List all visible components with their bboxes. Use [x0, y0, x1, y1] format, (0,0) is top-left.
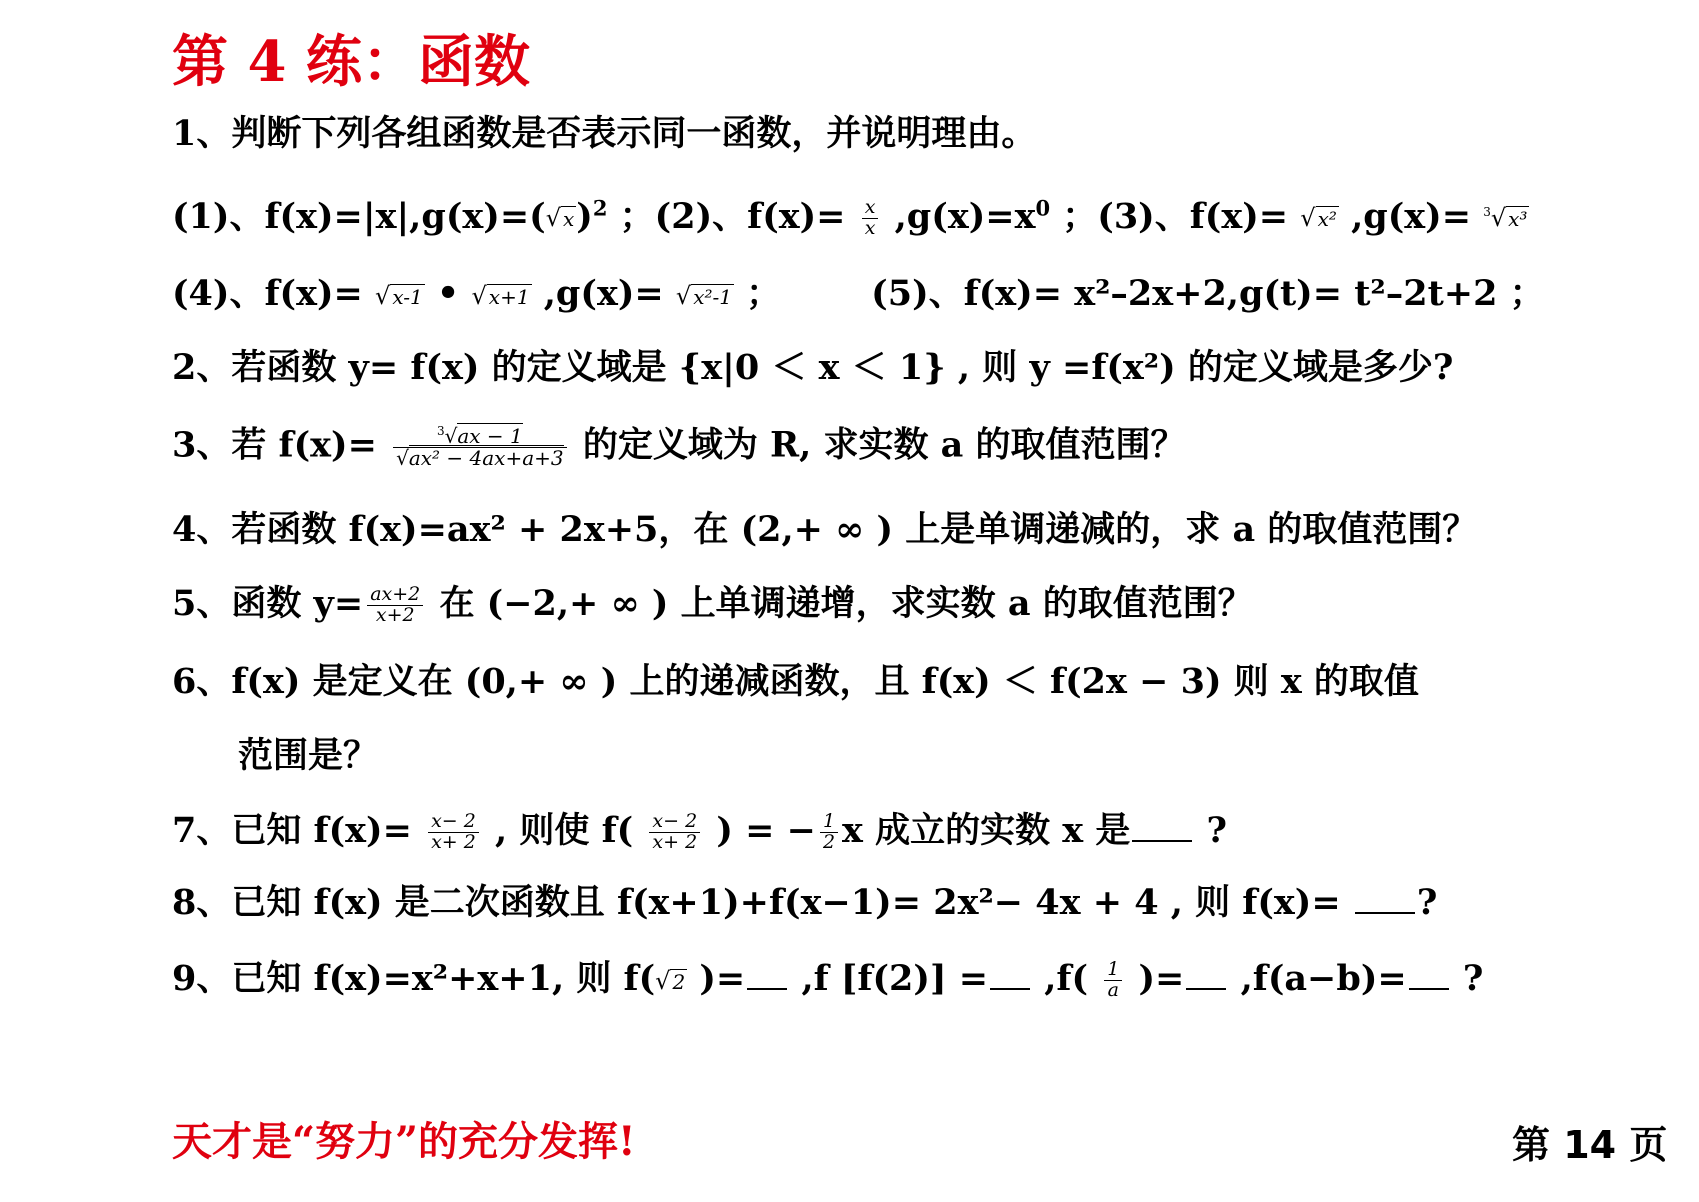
cube-root-x-cubed: $^3$√ x³: [1483, 204, 1528, 233]
question-9: 9、已知 f(x)=x²+x+1, 则 f(√ 2 )= ,f [f(2)] = ,f( $\frac{1}{a}$ )= ,f(a−b)= ?: [172, 958, 1484, 1001]
answer-blank: [990, 960, 1030, 990]
sqrt-x-squared: √ x²: [1300, 204, 1337, 233]
question-2: 2、若函数 y= f(x) 的定义域是 {x|0 ＜ x ＜ 1} , 则 y =f(x²) 的定义域是多少?: [172, 347, 1454, 388]
sqrt-x2-minus-1: √ x²-1: [675, 281, 732, 310]
motto: 天才是“努力”的充分发挥!: [172, 1118, 636, 1165]
answer-blank: [1186, 960, 1226, 990]
fraction-x-over-x: $\frac{x}{x}$: [862, 198, 879, 239]
sqrt-2: √ 2: [655, 966, 686, 995]
q1-part-5: (5)、f(x)= x²–2x+2,g(t)= t²–2t+2 ；: [871, 273, 1545, 314]
page-number: 第 14 页: [1512, 1123, 1668, 1167]
question-6-line-2: 范围是？: [238, 735, 379, 776]
fraction-one-half: $\frac{1}{2}$: [820, 812, 838, 853]
question-1-line-3: (4)、f(x)= √ x-1 • √ x+1 ,g(x)= √ x²-1 ； (5)、f(x)= x²–2x+2,g(t)= t²–2t+2 ；: [172, 273, 1545, 314]
fraction-q5: $\frac{ax+2}{x+2}$: [367, 585, 423, 626]
sqrt-x-minus-1: √ x-1: [375, 281, 423, 310]
question-1: 1、判断下列各组函数是否表示同一函数，并说明理由。: [172, 113, 1037, 154]
fraction-q3: $\frac{^3√ax - 1}{\text{√ax² − 4ax+a+3}}$: [393, 425, 567, 469]
question-7: 7、已知 f(x)= $\frac{x- 2}{x+ 2}$ , 则使 f( $\frac{x- 2}{x+ 2}$ ) = − $\frac{1}{2}$ x 成立的实数 x 是 ?: [172, 810, 1228, 853]
fraction-one-over-a: $\frac{1}{a}$: [1104, 960, 1122, 1001]
answer-blank: [747, 960, 787, 990]
question-4: 4、若函数 f(x)=ax² + 2x+5，在 (2,+ ∞ ) 上是单调递减的，求 a 的取值范围？: [172, 509, 1478, 550]
q1-part-1: (1)、f(x)=|x|,g(x)=(: [172, 195, 546, 237]
fraction-q7-b: $\frac{x- 2}{x+ 2}$: [649, 812, 700, 853]
answer-blank: [1409, 960, 1449, 990]
question-1-line-2: (1)、f(x)=|x|,g(x)=(√ x)$^2$ ；(2)、f(x)= $\frac{x}{x}$ $,g(x)=x^0$ ；(3)、f(x)= √ x² ,g(x)= $^3$√ x³: [172, 195, 1528, 239]
page-title: 第 4 练：函数: [172, 29, 530, 95]
question-8: 8、已知 f(x) 是二次函数且 f(x+1)+f(x−1)= 2x²− 4x + 4 , 则 f(x)= ?: [172, 882, 1438, 923]
question-5: 5、函数 y= $\frac{ax+2}{x+2}$ 在 (−2,+ ∞ ) 上单调递增，求实数 a 的取值范围？: [172, 582, 1253, 626]
sqrt-x-plus-1: √ x+1: [471, 281, 530, 310]
fraction-q7-a: $\frac{x- 2}{x+ 2}$: [428, 812, 479, 853]
question-3: 3、若 f(x)= $\frac{^3√ax - 1}{\text{√ax² − 4ax+a+3}}$ 的定义域为 R, 求实数 a 的取值范围？: [172, 424, 1186, 470]
answer-blank: [1132, 812, 1192, 842]
answer-blank: [1355, 884, 1415, 914]
sqrt-x: √ x: [545, 204, 575, 233]
question-6-line-1: 6、f(x) 是定义在 (0,+ ∞ ) 上的递减函数，且 f(x) ＜ f(2x − 3) 则 x 的取值: [172, 661, 1419, 702]
